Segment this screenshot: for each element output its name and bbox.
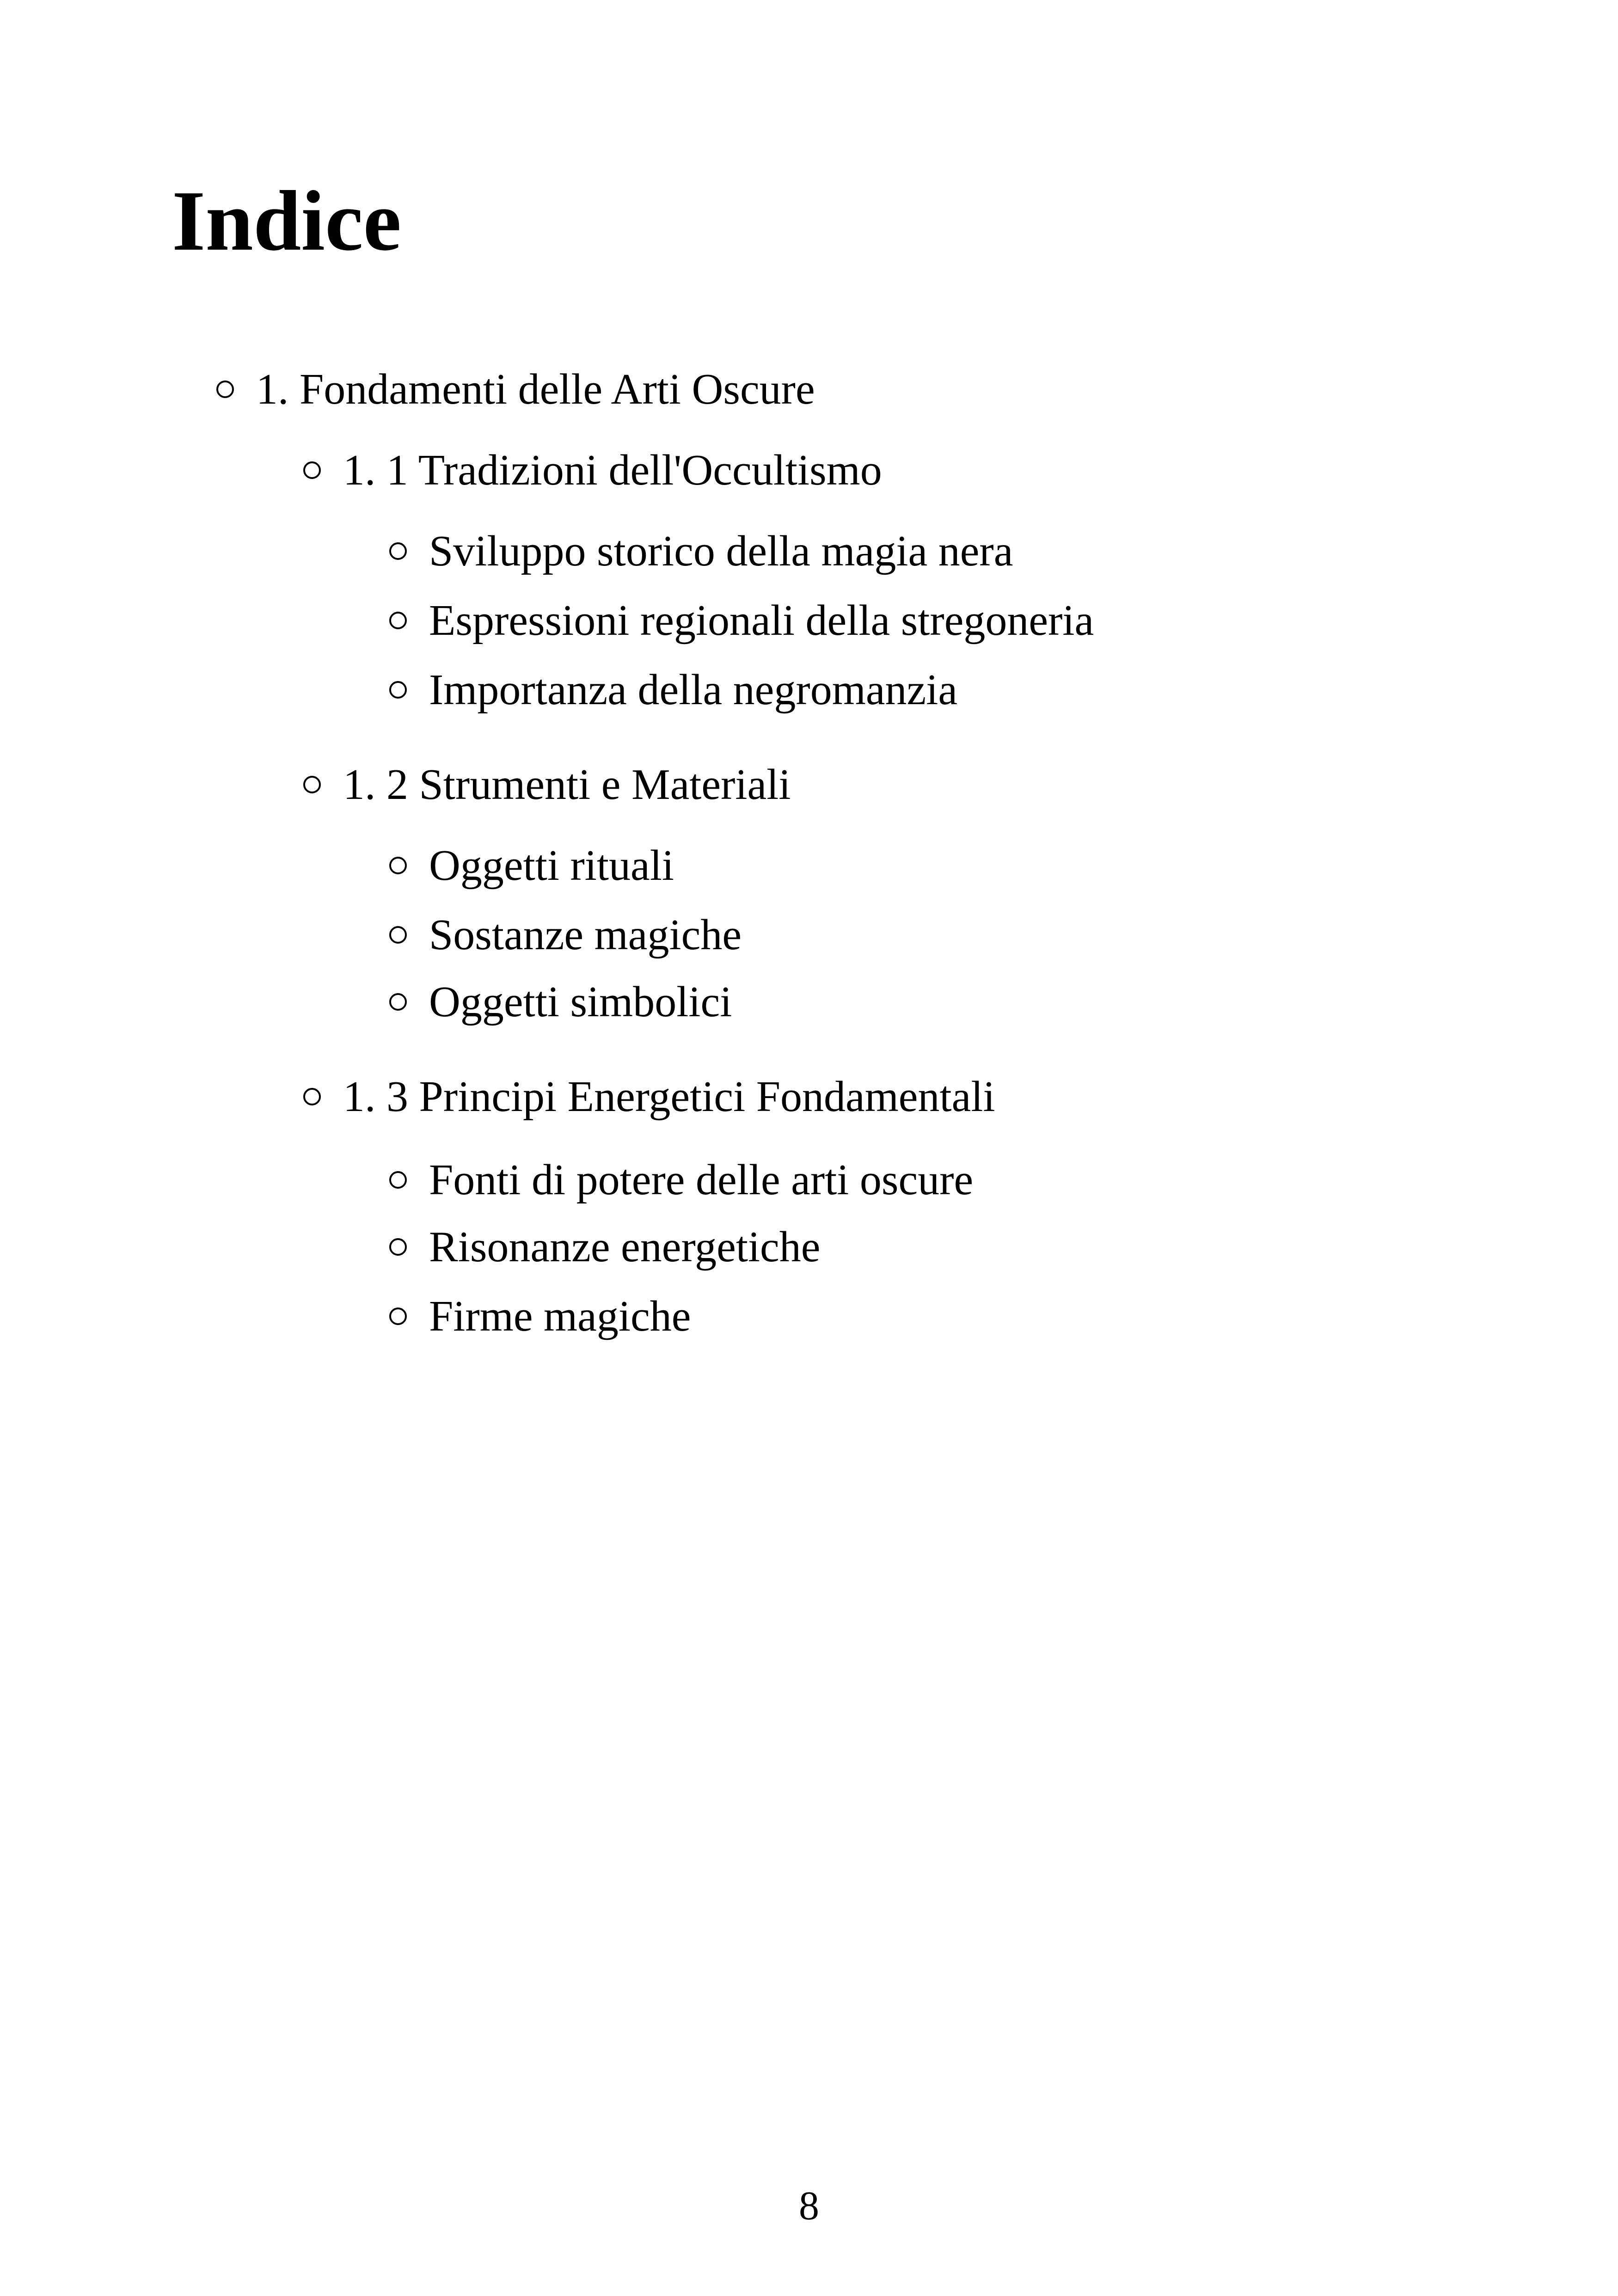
toc-item-label: Risonanze energetiche: [429, 1223, 821, 1271]
circle-bullet-icon: [389, 857, 407, 874]
toc-section-label: 1. 3 Principi Energetici Fondamentali: [343, 1073, 995, 1121]
toc-section-1-1[interactable]: [303, 448, 882, 492]
circle-bullet-icon: [389, 681, 407, 699]
circle-bullet-icon: [389, 1171, 407, 1189]
toc-section-1-3[interactable]: [303, 1073, 995, 1121]
circle-bullet-icon: [389, 1238, 407, 1256]
toc-item-1-1-1[interactable]: [389, 529, 1013, 573]
toc-item-label: Importanza della negromanzia: [429, 666, 958, 714]
toc-item-label: Espressioni regionali della stregoneria: [429, 596, 1094, 645]
circle-bullet-icon: [389, 1308, 407, 1325]
circle-bullet-icon: [216, 381, 234, 398]
circle-bullet-icon: [389, 926, 407, 944]
page-number: 8: [799, 2184, 819, 2228]
toc-item-label: Fonti di potere delle arti oscure: [429, 1156, 974, 1204]
toc-item-1-3-3[interactable]: [389, 1292, 691, 1340]
toc-item-label: Sostanze magiche: [429, 911, 742, 959]
toc-chapter-label: 1. Fondamenti delle Arti Oscure: [256, 365, 815, 413]
toc-item-label: Firme magiche: [429, 1292, 691, 1340]
toc-item-1-1-3[interactable]: [389, 668, 957, 712]
toc-section-label: 1. 2 Strumenti e Materiali: [343, 761, 791, 809]
toc-item-label: Oggetti simbolici: [429, 978, 732, 1026]
toc-chapter-1[interactable]: [216, 365, 815, 413]
toc-section-1-2[interactable]: [303, 761, 791, 809]
toc-section-label: 1. 1 Tradizioni dell'Occultismo: [343, 446, 882, 494]
toc-item-label: Oggetti rituali: [429, 841, 674, 890]
circle-bullet-icon: [303, 461, 321, 479]
toc-item-1-2-1[interactable]: [389, 841, 674, 890]
toc-item-1-3-1[interactable]: [389, 1158, 973, 1202]
toc-item-1-2-2[interactable]: [389, 913, 742, 957]
circle-bullet-icon: [303, 776, 321, 793]
page-title: Indice: [172, 173, 402, 269]
circle-bullet-icon: [389, 542, 407, 560]
circle-bullet-icon: [389, 612, 407, 629]
toc-item-1-3-2[interactable]: [389, 1225, 821, 1269]
toc-item-label: Sviluppo storico della magia nera: [429, 527, 1013, 575]
circle-bullet-icon: [303, 1088, 321, 1105]
circle-bullet-icon: [389, 993, 407, 1011]
toc-item-1-2-3[interactable]: [389, 980, 732, 1024]
toc-item-1-1-2[interactable]: [389, 596, 1094, 645]
